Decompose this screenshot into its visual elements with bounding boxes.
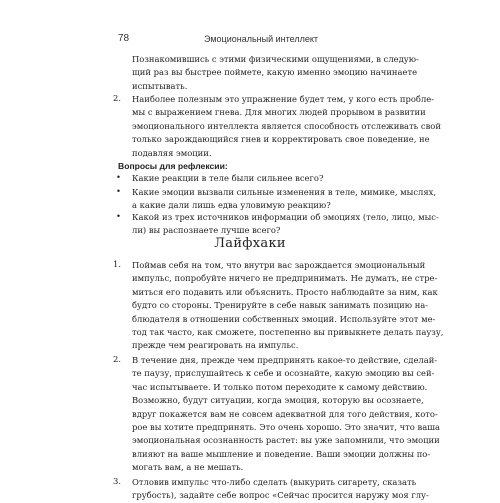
text-line: Поймав себя на том, что внутри вас зарождается эмоциональный xyxy=(132,260,426,270)
page-number: 78 xyxy=(118,33,130,44)
text-line: мы с выражением гнева. Для многих людей прорывом в развитии xyxy=(132,107,426,118)
text-line: Какие эмоции вызвали сильные изменения в теле, мимике, мыслях, xyxy=(132,187,437,197)
text-line: будто со стороны. Тренируйте в себе навык занимать позицию на- xyxy=(132,300,429,311)
lifehack-item-1 xyxy=(132,259,444,353)
running-title: Эмоциональный интеллект xyxy=(204,34,319,44)
list-marker: 2. xyxy=(113,93,121,103)
text-line: подавляя эмоции. xyxy=(132,147,212,158)
text-line: В течение дня, прежде чем предпринять какое-то действие, сделай- xyxy=(132,355,438,365)
bullet-icon: • xyxy=(116,186,121,196)
text-line: только зарождающийся гнев и корректировать свое поведение, не xyxy=(132,134,430,145)
text-line: рое вы хотите предпринять. Это очень хорошо. Это значит, что ваша xyxy=(132,422,440,433)
list-marker: 2. xyxy=(113,354,121,364)
text-line: Наиболее полезным это упражнение будет тем, у кого есть пробле- xyxy=(132,94,435,104)
text-line: эмоциональная осознанность растет: вы уже запомнили, что эмоции xyxy=(132,435,440,446)
list-item-2 xyxy=(132,93,441,160)
bullet-icon: • xyxy=(116,211,121,221)
text-line: вдруг покажется вам не совсем адекватной для того действия, кото- xyxy=(132,408,438,419)
reflection-question xyxy=(132,172,386,185)
section-title: Лайфхаки xyxy=(214,236,286,251)
text-line: блюдателя в отношении собственных эмоций. Используйте этот ме- xyxy=(132,313,436,324)
lifehack-item-2 xyxy=(132,354,440,475)
intro-paragraph xyxy=(132,53,419,93)
reflection-heading: Вопросы для рефлексии: xyxy=(118,161,228,171)
text-line: час испытываете. И только потом переходите к самому действию. xyxy=(132,381,428,392)
text-line: Какой из трех источников информации об эмоциях (тело, лицо, мыс- xyxy=(132,212,439,222)
list-marker: 3. xyxy=(113,476,121,486)
bullet-icon: • xyxy=(116,172,121,182)
text-line: тод так часто, как сможете, постепенно вы привыкнете делать паузу, xyxy=(132,327,444,338)
page-header xyxy=(118,33,398,47)
text-line: щий раз вы быстрее поймете, какую именно эмоцию начинаете xyxy=(132,67,418,78)
text-line: грубость), задайте себе вопрос «Сейчас просится наружу моя глу- xyxy=(132,490,429,501)
text-line: импульс, попробуйте ничего не предпринимать. Не думать, не стре- xyxy=(132,273,438,284)
reflection-question xyxy=(132,186,437,213)
text-line: а какие дали лишь едва уловимую реакцию? xyxy=(132,200,331,211)
text-line: влияют на ваше мышление и поведение. Ваши эмоции должны по- xyxy=(132,448,431,459)
text-line: эмоционального интеллекта является способность отслеживать свой xyxy=(132,120,441,131)
text-line: Познакомившись с этими физическими ощущениями, в следую- xyxy=(132,54,419,64)
text-line: Возможно, будут ситуации, когда эмоция, которую вы осознаете, xyxy=(132,395,424,406)
text-line: Отловив импульс что-либо сделать (выкурить сигарету, сказать xyxy=(132,477,417,487)
text-line: миться его подавить или объяснить. Просто наблюдайте за ним, как xyxy=(132,286,438,297)
reflection-question xyxy=(132,211,439,238)
text-line: прежде чем реагировать на импульс. xyxy=(132,340,299,351)
list-marker: 1. xyxy=(113,259,121,269)
lifehack-item-3 xyxy=(132,476,429,503)
text-line: те паузу, прислушайтесь к себе и осознайте, какую эмоцию вы сей- xyxy=(132,368,435,379)
text-line: испытывать. xyxy=(132,80,188,91)
text-line: ли) вы распознаете лучше всего? xyxy=(132,225,281,236)
text-line: Какие реакции в теле были сильнее всего? xyxy=(132,173,324,183)
text-line: могать вам, а не мешать. xyxy=(132,462,244,473)
